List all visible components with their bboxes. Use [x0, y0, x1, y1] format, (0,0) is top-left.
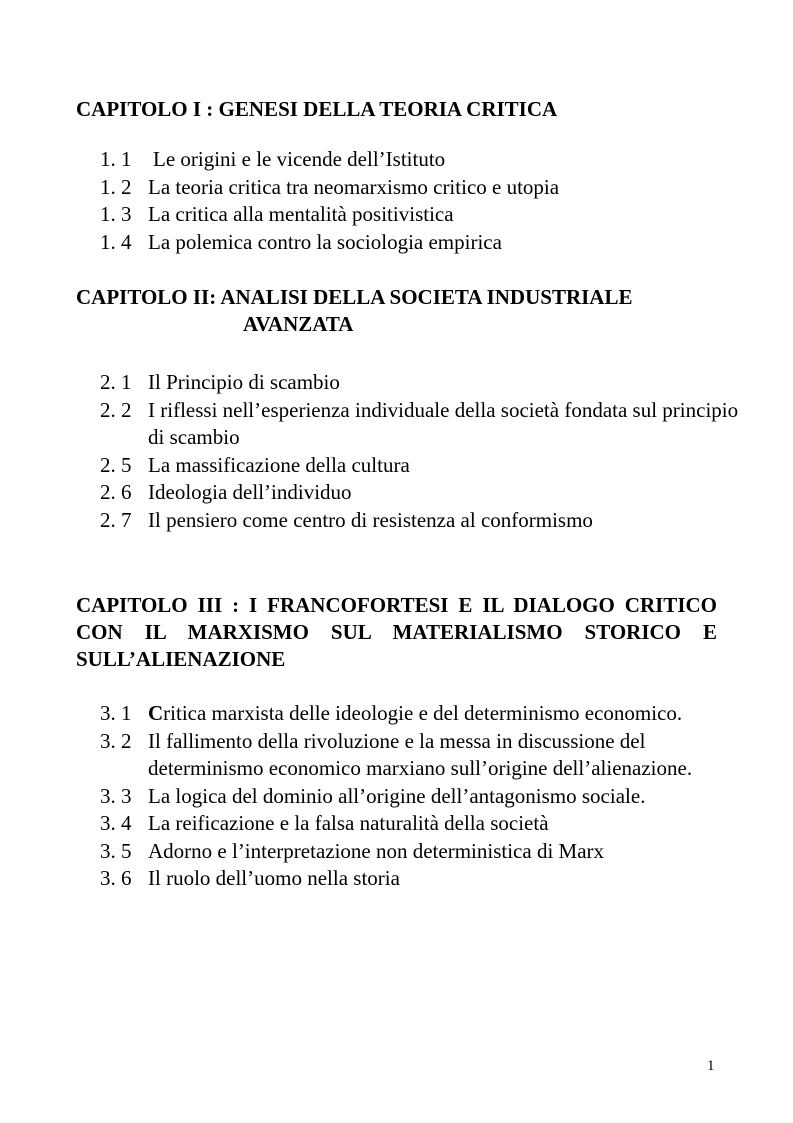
section-title: Il Principio di scambio — [148, 370, 340, 394]
section-title: Adorno e l’interpretazione non deterministica di Marx — [148, 838, 605, 863]
section-number: 2. 1 — [100, 370, 132, 394]
toc-entry — [100, 810, 740, 838]
toc-entry — [100, 507, 740, 535]
toc-entry — [100, 397, 740, 452]
toc-entry — [100, 700, 740, 728]
toc-entry — [100, 838, 740, 866]
section-number: 2. 6 — [100, 480, 132, 504]
toc-entry — [100, 479, 740, 507]
chapter-1-heading: CAPITOLO I : GENESI DELLA TEORIA CRITICA — [76, 97, 558, 121]
section-number: 2. 2 — [100, 397, 132, 422]
section-number: 2. 7 — [100, 507, 132, 532]
toc-entry — [100, 146, 740, 174]
chapter-2-title-line2: AVANZATA — [243, 312, 354, 336]
toc-entry — [100, 452, 740, 480]
section-number: 1. 2 — [100, 174, 132, 199]
section-number: 1. 1 — [100, 147, 132, 171]
section-title: Il ruolo dell’uomo nella storia — [148, 866, 400, 890]
chapter-2-title-line1: CAPITOLO II: ANALISI DELLA SOCIETA INDUSTRIALE — [76, 285, 633, 309]
section-title: La teoria critica tra neomarxismo critico e utopia — [148, 174, 560, 199]
toc-entry — [100, 865, 740, 893]
section-title: La massificazione della cultura — [148, 452, 410, 477]
section-number: 1. 4 — [100, 229, 132, 254]
section-number: 3. 6 — [100, 866, 132, 890]
toc-entry — [100, 201, 740, 229]
chapter-3-heading: CAPITOLO III : I FRANCOFORTESI E IL DIALOGO CRITICO CON IL MARXISMO SUL MATERIALISMO STORICO E SULL’ALIENAZIONE — [76, 593, 717, 671]
section-number: 3. 3 — [100, 783, 132, 808]
toc-entry — [100, 783, 740, 811]
section-title: I riflessi nell’esperienza individuale della società fondata sul principio di scambio — [148, 397, 739, 449]
section-number: 3. 1 — [100, 701, 132, 725]
section-title: La critica alla mentalità positivistica — [148, 202, 454, 226]
page-number: 1 — [707, 1058, 715, 1074]
section-title-rest: ritica marxista delle ideologie e del determinismo economico. — [163, 701, 683, 725]
chapter-2-toc — [100, 369, 740, 534]
chapter-2-heading — [76, 284, 717, 338]
section-title: Il pensiero come centro di resistenza al conformismo — [148, 507, 593, 532]
section-title: La reificazione e la falsa naturalità della società — [148, 811, 549, 835]
toc-entry — [100, 728, 740, 783]
section-title: Ideologia dell’individuo — [148, 480, 352, 504]
section-number: 3. 2 — [100, 728, 132, 753]
toc-entry — [100, 369, 740, 397]
section-title: Le origini e le vicende dell’Istituto — [153, 147, 446, 171]
toc-entry — [100, 174, 740, 202]
section-number: 1. 3 — [100, 202, 132, 226]
section-number: 2. 5 — [100, 452, 132, 477]
section-title: Il fallimento della rivoluzione e la messa in discussione del determinismo economico marxiano sull’origine dell’alienazione. — [148, 728, 693, 780]
section-title — [148, 700, 740, 728]
chapter-1-toc — [100, 146, 740, 256]
section-number: 3. 4 — [100, 811, 132, 835]
toc-entry — [100, 229, 740, 257]
section-title: La polemica contro la sociologia empirica — [148, 229, 502, 254]
section-title-initial: C — [148, 701, 164, 725]
section-number: 3. 5 — [100, 838, 132, 863]
chapter-3-toc — [100, 700, 740, 893]
section-title: La logica del dominio all’origine dell’antagonismo sociale. — [148, 783, 646, 808]
